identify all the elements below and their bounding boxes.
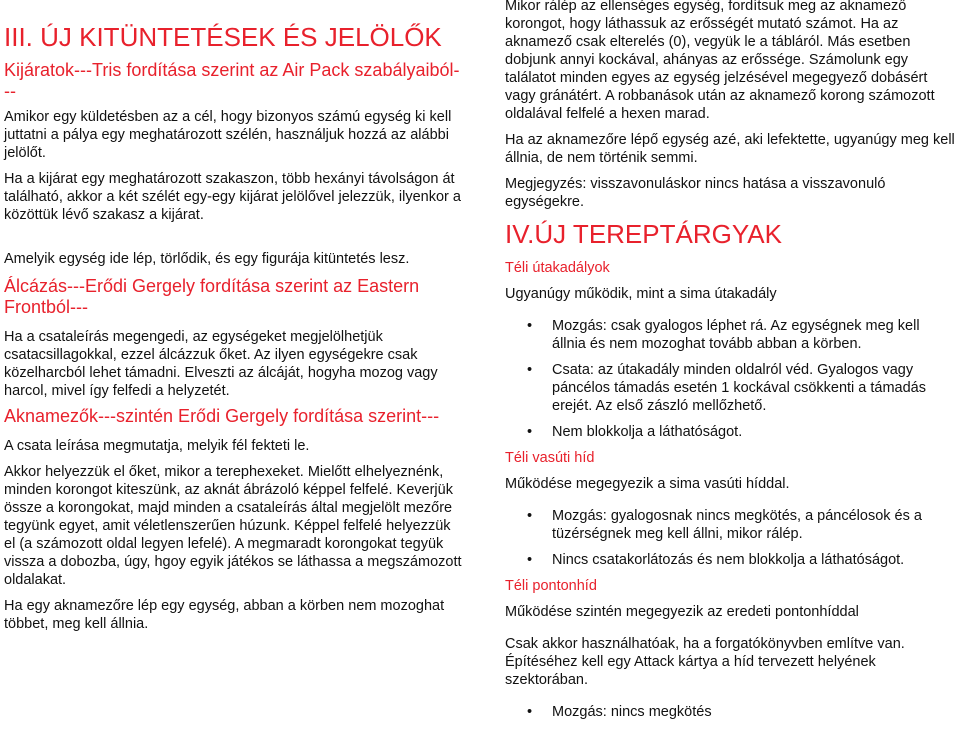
camouflage-heading: Álcázás---Erődi Gergely fordítása szerint az Eastern Frontból--- — [4, 276, 420, 317]
winter-pontoon-text: Működése szintén megegyezik az eredeti pontonhíddal — [505, 604, 859, 620]
exits-paragraph: Amikor egy küldetésben az a cél, hogy bizonyos számú egység ki kell juttatni a pálya egy meghatározott szélén, használjuk hozzá az alábbi jelölőt. — [4, 109, 452, 161]
minefield-trigger-paragraph: Mikor rálép az ellenséges egység, fordítsuk meg az aknamező korongot, hogy láthassuk az erősségét mutató számot. Ha az aknamező csak elterelés (0), vegyük le a tábláról. Más esetben dobjunk annyi kockával, ahányas az erőssége. Számolunk egy találatot minden egyes az egység jelzésével megegyező dobásért vagy gránátért. A robbanások után az aknamező korong számozott oldalával felfelé a hexen marad. — [505, 0, 935, 122]
list-item: • Nincs csatakorlátozás és nem blokkolja a láthatóságot. — [552, 551, 957, 569]
winter-rail-bridge-list — [505, 507, 957, 569]
exits-heading: Kijáratok---Tris fordítása szerint az Air Pack szabályaiból--- — [4, 60, 460, 101]
minefield-note-paragraph: Megjegyzés: visszavonuláskor nincs hatása a visszavonuló egységekre. — [505, 176, 886, 210]
minefields-paragraph: A csata leírása megmutatja, melyik fél fekteti le. — [4, 438, 310, 454]
list-item: • Mozgás: csak gyalogos léphet rá. Az egységnek meg kell állnia és nem mozoghat tovább abban a körben. — [552, 317, 957, 353]
minefield-owner-paragraph: Ha az aknamezőre lépő egység azé, aki lefektette, ugyanúgy meg kell állnia, de nem történik semmi. — [505, 132, 955, 166]
section-title-iii: III. ÚJ KITÜNTETÉSEK ÉS JELÖLŐK — [4, 22, 442, 52]
list-item: • Mozgás: nincs megkötés — [552, 703, 957, 721]
winter-rail-bridge-text: Működése megegyezik a sima vasúti híddal. — [505, 476, 790, 492]
left-column — [4, 0, 464, 641]
minefields-paragraph: Akkor helyezzük el őket, mikor a terephexeket. Mielőtt elhelyeznénk, minden korongot kiteszünk, az aknát ábrázoló képpel felfelé. Keverjük össze a korongokat, majd minden a csataleírás által megjelölt mezőre tegyünk egyet, amit véletlenszerűen húzunk. Képpel felfelé helyezzük el (a számozott oldal legyen lefelé). A megmaradt korongokat tegyük vissza a dobozba, úgy, hgoy egyik játékos se láthassa a megszámozott oldalakat. — [4, 464, 462, 588]
list-item: • Nem blokkolja a láthatóságot. — [552, 423, 957, 441]
list-item: • Csata: az útakadály minden oldalról véd. Gyalogos vagy páncélos támadás esetén 1 kockával csökkenti a támadás erejét. Az első zászló mellőzhető. — [552, 361, 957, 415]
minefields-heading: Aknamezők---szintén Erődi Gergely fordítása szerint--- — [4, 406, 440, 426]
exits-paragraph: Amelyik egység ide lép, törlődik, és egy figurája kitüntetés lesz. — [4, 251, 410, 267]
winter-rail-bridge-heading: Téli vasúti híd — [505, 450, 595, 466]
section-title-iv: IV.ÚJ TEREPTÁRGYAK — [505, 219, 782, 249]
winter-pontoon-heading: Téli pontonhíd — [505, 578, 597, 594]
right-column — [505, 0, 957, 729]
winter-pontoon-list — [505, 703, 957, 721]
winter-roadblock-text: Ugyanúgy működik, mint a sima útakadály — [505, 286, 777, 302]
winter-roadblock-heading: Téli útakadályok — [505, 260, 610, 276]
winter-pontoon-text: Csak akkor használhatóak, ha a forgatókönyvben említve van. Építéséhez kell egy Attack kártya a híd tervezett helyének szektorában. — [505, 636, 905, 688]
winter-roadblock-list — [505, 317, 957, 441]
camouflage-paragraph: Ha a csataleírás megengedi, az egységeket megjelölhetjük csatacsillagokkal, ezzel álcázzuk őket. Az ilyen egységekre csak közelharcból lehet támadni. Elveszti az álcáját, hogyha mozog vagy harcol, mivel így felfedi a helyzetét. — [4, 329, 438, 399]
exits-paragraph: Ha a kijárat egy meghatározott szakaszon, több hexányi távolságon át található, akkor a két szélét egy-egy kijárat jelölővel jelezzük, ilyenkor a közöttük lévő szakasz a kijárat. — [4, 171, 461, 223]
list-item: • Mozgás: gyalogosnak nincs megkötés, a páncélosok és a tüzérségnek meg kell állni, mikor rálép. — [552, 507, 957, 543]
minefields-paragraph: Ha egy aknamezőre lép egy egység, abban a körben nem mozoghat többet, meg kell állnia. — [4, 598, 445, 632]
